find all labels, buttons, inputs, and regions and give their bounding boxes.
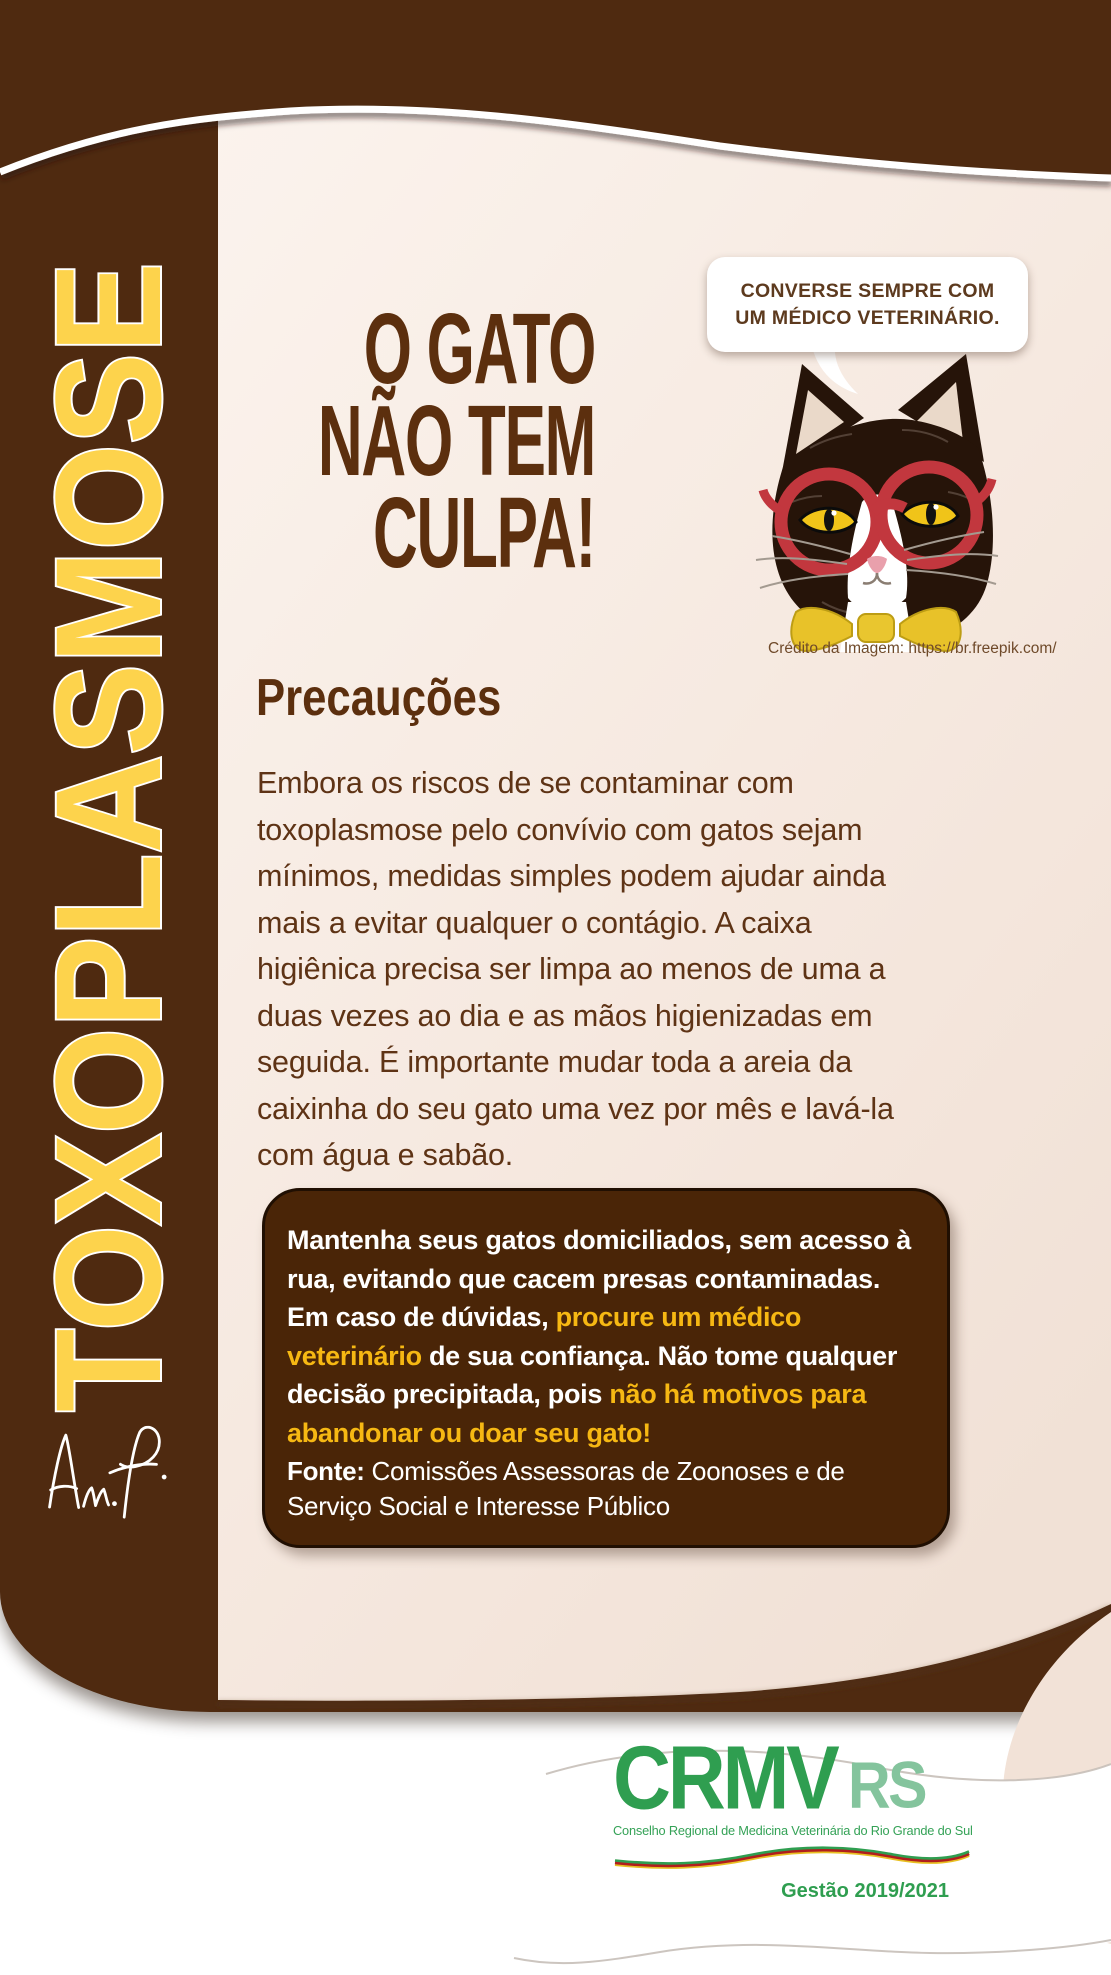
logo-region: RS [847,1748,925,1823]
logo-full-name: Conselho Regional de Medicina Veterinária do Rio Grande do Sul [613,1823,973,1838]
image-credit: Crédito da Imagem: https://br.freepik.com/ [768,640,1057,657]
logo-acronym-row [613,1726,985,1828]
warning-highlight-1: procure um médico veterinário [287,1302,802,1371]
precautions-body: Embora os riscos de se contaminar com toxoplasmose pelo convívio com gatos sejam mínimos, medidas simples podem ajudar ainda mais a evitar qualquer o contágio. A caixa higiênica precisa ser limpa ao menos de uma a duas vezes ao dia e as mãos higienizadas em seguida. É importante mudar toda a areia da caixinha do seu gato uma vez por mês e lavá-la com água e sabão. [257,766,894,1172]
source-label: Fonte: [287,1456,365,1486]
speech-bubble-line-1: CONVERSE SEMPRE COM [740,279,995,302]
speech-bubble-tail [808,347,870,401]
warning-text-1: Mantenha seus gatos domiciliados, sem acesso à rua, evitando que cacem presas contaminadas. Em caso de dúvidas, [287,1225,911,1332]
cat-illustration [752,352,1002,652]
speech-bubble [707,257,1028,352]
source-line [287,1454,927,1524]
source-text: Comissões Assessoras de Zoonoses e de Serviço Social e Interesse Público [287,1456,845,1521]
precautions-heading: Precauções [256,669,502,727]
speech-bubble-line-2: UM MÉDICO VETERINÁRIO. [735,306,1000,329]
crmv-rs-logo [613,1726,985,1903]
title-line-2: NÃO TEM [317,385,595,497]
title-line-1: O GATO [363,293,595,405]
logo-term: Gestão 2019/2021 [781,1880,949,1902]
signature [40,1425,175,1527]
title-line-3: CULPA! [372,477,595,589]
sidebar-vertical-title: TOXOPLASMOSE [24,147,192,1412]
warning-text-2: de sua confiança. Não tome qualquer decisão precipitada, pois [287,1340,898,1409]
warning-box [262,1188,950,1548]
logo-tricolor-wave [613,1844,971,1870]
warning-highlight-2: não há motivos para abandonar ou doar seu gato! [287,1379,867,1448]
page-title [317,293,595,589]
logo-acronym: CRMV [613,1726,837,1828]
